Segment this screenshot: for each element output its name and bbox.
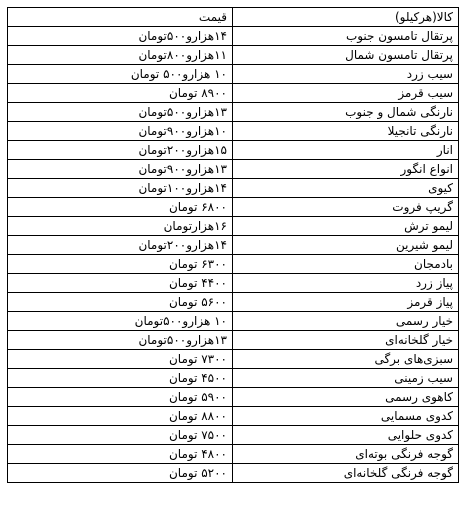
table-row <box>8 407 459 426</box>
item-name-cell: گوجه فرنگی بوته‌ای <box>233 445 459 464</box>
table-row <box>8 445 459 464</box>
table-row <box>8 350 459 369</box>
item-name-cell: انواع انگور <box>233 160 459 179</box>
item-name-cell: خیار گلخانه‌ای <box>233 331 459 350</box>
item-price-cell: ۵۹۰۰ تومان <box>8 388 233 407</box>
item-name-cell: کاهوی رسمی <box>233 388 459 407</box>
item-price-cell: ۱۰ هزارو۵۰۰تومان <box>8 312 233 331</box>
item-price-cell: ۶۳۰۰ تومان <box>8 255 233 274</box>
table-row <box>8 27 459 46</box>
table-row <box>8 179 459 198</box>
price-table-body <box>8 8 459 483</box>
item-name-cell: انار <box>233 141 459 160</box>
header-item: کالا(هرکیلو) <box>233 8 459 27</box>
item-price-cell: ۴۴۰۰ تومان <box>8 274 233 293</box>
item-price-cell: ۱۴هزارو۱۰۰تومان <box>8 179 233 198</box>
table-row <box>8 122 459 141</box>
item-name-cell: نارنگی تانجیلا <box>233 122 459 141</box>
item-price-cell: ۵۶۰۰ تومان <box>8 293 233 312</box>
table-row <box>8 217 459 236</box>
table-row <box>8 255 459 274</box>
item-name-cell: کدوی مسمایی <box>233 407 459 426</box>
table-row <box>8 236 459 255</box>
item-name-cell: خیار رسمی <box>233 312 459 331</box>
table-row <box>8 198 459 217</box>
table-row <box>8 46 459 65</box>
header-price: قیمت <box>8 8 233 27</box>
table-row <box>8 312 459 331</box>
table-row <box>8 274 459 293</box>
item-price-cell: ۱۰هزارو۹۰۰تومان <box>8 122 233 141</box>
item-price-cell: ۱۱هزارو۸۰۰تومان <box>8 46 233 65</box>
table-row <box>8 84 459 103</box>
table-row <box>8 293 459 312</box>
table-row <box>8 103 459 122</box>
item-price-cell: ۴۸۰۰ تومان <box>8 445 233 464</box>
table-row <box>8 369 459 388</box>
item-name-cell: کدوی حلوایی <box>233 426 459 445</box>
item-price-cell: ۱۳هزارو۵۰۰تومان <box>8 103 233 122</box>
table-header-row <box>8 8 459 27</box>
item-name-cell: گوجه فرنگی گلخانه‌ای <box>233 464 459 483</box>
table-row <box>8 388 459 407</box>
item-name-cell: بادمجان <box>233 255 459 274</box>
item-name-cell: لیمو شیرین <box>233 236 459 255</box>
item-price-cell: ۶۸۰۰ تومان <box>8 198 233 217</box>
item-price-cell: ۸۹۰۰ تومان <box>8 84 233 103</box>
table-row <box>8 464 459 483</box>
item-price-cell: ۵۲۰۰ تومان <box>8 464 233 483</box>
item-name-cell: پرتقال تامسون جنوب <box>233 27 459 46</box>
item-name-cell: گریپ فروت <box>233 198 459 217</box>
table-row <box>8 141 459 160</box>
item-name-cell: سیب زمینی <box>233 369 459 388</box>
item-name-cell: لیمو ترش <box>233 217 459 236</box>
table-row <box>8 426 459 445</box>
table-row <box>8 331 459 350</box>
price-table <box>7 7 459 483</box>
item-price-cell: ۱۳هزارو۵۰۰تومان <box>8 331 233 350</box>
item-price-cell: ۸۸۰۰ تومان <box>8 407 233 426</box>
item-price-cell: ۷۳۰۰ تومان <box>8 350 233 369</box>
item-price-cell: ۱۵هزارو۲۰۰تومان <box>8 141 233 160</box>
item-price-cell: ۷۵۰۰ تومان <box>8 426 233 445</box>
item-price-cell: ۱۰ هزارو۵۰۰ تومان <box>8 65 233 84</box>
table-row <box>8 65 459 84</box>
item-name-cell: سبزی‌های برگی <box>233 350 459 369</box>
item-price-cell: ۱۴هزارو۲۰۰تومان <box>8 236 233 255</box>
item-name-cell: پیاز قرمز <box>233 293 459 312</box>
item-price-cell: ۴۵۰۰ تومان <box>8 369 233 388</box>
item-name-cell: کیوی <box>233 179 459 198</box>
item-price-cell: ۱۶هزارتومان <box>8 217 233 236</box>
item-name-cell: پیاز زرد <box>233 274 459 293</box>
item-name-cell: نارنگی شمال و جنوب <box>233 103 459 122</box>
table-row <box>8 160 459 179</box>
item-name-cell: سیب قرمز <box>233 84 459 103</box>
item-name-cell: پرتقال تامسون شمال <box>233 46 459 65</box>
item-name-cell: سیب زرد <box>233 65 459 84</box>
item-price-cell: ۱۴هزارو۵۰۰تومان <box>8 27 233 46</box>
item-price-cell: ۱۳هزارو۹۰۰تومان <box>8 160 233 179</box>
